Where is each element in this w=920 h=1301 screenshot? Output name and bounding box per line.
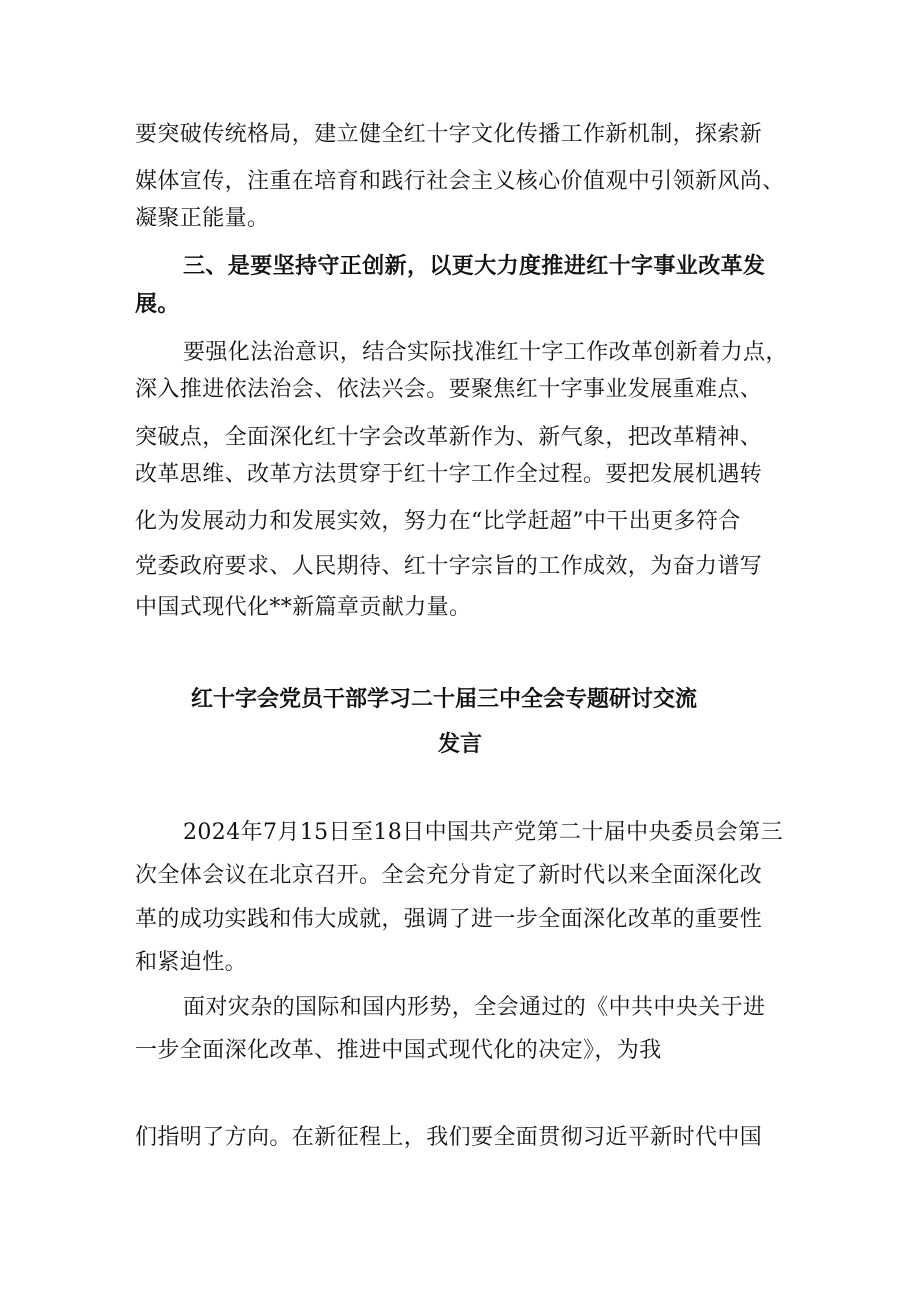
paragraph-line: 2024年7月15日至18日中国共产党第二十届中央委员会第三 <box>183 820 783 845</box>
paragraph-line: 面对灾杂的国际和国内形势，全会通过的《中共中央关于进 <box>183 995 766 1020</box>
section-heading-line: 展。 <box>135 291 180 317</box>
paragraph-line: 一步全面深化改革、推进中国式现代化的决定》，为我 <box>135 1038 662 1063</box>
section-heading-line: 三、是要坚持守正创新，以更大力度推进红十字事业改革发 <box>183 253 766 279</box>
article-title-line: 发言 <box>437 731 482 757</box>
article-title-line: 红十字会党员干部学习二十届三中全会专题研讨交流 <box>190 686 697 712</box>
paragraph-line: 们指明了方向。在新征程上，我们要全面贯彻习近平新时代中国 <box>135 1125 763 1150</box>
paragraph-line: 要突破传统格局，建立健全红十字文化传播工作新机制，探索新 <box>135 122 763 147</box>
paragraph-line: 深入推进依法治会、依法兴会。要聚焦红十字事业发展重难点、 <box>135 377 763 402</box>
paragraph-line: 凝聚正能量。 <box>135 206 270 231</box>
paragraph-line: 化为发展动力和发展实效，努力在“比学赶超”中干出更多符合 <box>135 509 741 534</box>
paragraph-line: 突破点，全面深化红十字会改革新作为、新气象，把改革精神、 <box>135 425 763 450</box>
paragraph-line: 革的成功实践和伟大成就，强调了进一步全面深化改革的重要性 <box>135 907 763 932</box>
paragraph-line: 要强化法治意识，结合实际找准红十字工作改革创新着力点， <box>183 340 788 365</box>
paragraph-line: 和紧迫性。 <box>135 950 248 975</box>
paragraph-line: 改革思维、改革方法贯穿于红十字工作全过程。要把发展机遇转 <box>135 462 763 487</box>
paragraph-line: 媒体宣传，注重在培育和践行社会主义核心价值观中引领新风尚、 <box>135 169 785 194</box>
paragraph-line: 次全体会议在北京召开。全会充分肯定了新时代以来全面深化改 <box>135 863 763 888</box>
paragraph-line: 中国式现代化**新篇章贡献力量。 <box>135 595 472 620</box>
paragraph-line: 党委政府要求、人民期待、红十字宗旨的工作成效，为奋力谱写 <box>135 554 763 579</box>
